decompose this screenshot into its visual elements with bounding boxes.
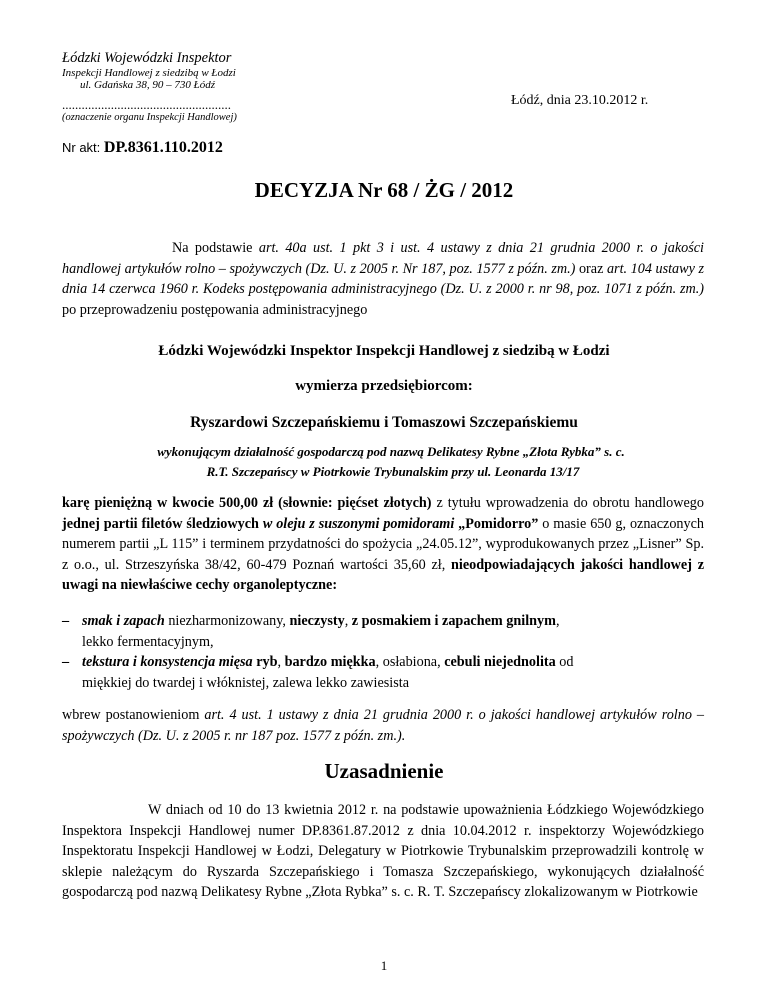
business-name-line1: wykonującym działalność gospodarczą pod nazwą Delikatesy Rybne „Złota Rybka” s. c. [157, 444, 625, 459]
defects-list [62, 611, 704, 693]
list-item-continuation: miękkiej do twardej i włóknistej, zalewa lekko zawiesista [82, 674, 409, 691]
decision-title: DECYZJA Nr 68 / ŻG / 2012 [254, 178, 514, 202]
document-date: Łódź, dnia 23.10.2012 r. [511, 93, 649, 108]
list-item: – tekstura i konsystencja mięsa ryb, bardzo miękka, osłabiona, cebuli niejednolita od [62, 654, 574, 670]
parties-line: Ryszardowi Szczepańskiemu i Tomaszowi Szczepańskiemu [190, 414, 578, 431]
case-number-label: Nr akt: [62, 140, 101, 155]
penalty-paragraph: karę pieniężną w kwocie 500,00 zł (słownie: pięćset złotych) z tytułu wprowadzenia do obrotu handlowego jednej partii filetów śledziowych w oleju z suszonymi pomidorami „Pomidorro” o masie 650 g, oznaczonych numerem partii „L 115” i terminem przydatności do spożycia „24.05.12”, wyprodukowanych przez „Lisner” Sp. z o.o., ul. Strzeszyńska 38/42, 60-479 Poznań wartości 35,60 zł, nieodpowiadających jakości handlowej z uwagi na niewłaściwe cechy organoleptyczne: [62, 495, 704, 593]
page-number: 1 [380, 958, 388, 973]
justification-heading: Uzasadnienie [324, 759, 444, 783]
issuer-dotted-line: .................................................... [62, 97, 231, 112]
imposes-line: wymierza przedsiębiorcom: [295, 378, 473, 394]
list-item: – smak i zapach niezharmonizowany, nieczysty, z posmakiem i zapachem gnilnym, [62, 613, 560, 629]
contrary-to-paragraph: wbrew postanowieniom art. 4 ust. 1 ustawy z dnia 21 grudnia 2000 r. o jakości handlowej artykułów rolno – spożywczych (Dz. U. z 2005 r. nr 187 poz. 1577 z późn. zm.). [62, 707, 704, 744]
case-number-value: DP.8361.110.2012 [103, 139, 223, 156]
issuer-address: ul. Gdańska 38, 90 – 730 Łódź [80, 79, 216, 91]
issuer-name: Łódzki Wojewódzki Inspektor [62, 50, 232, 66]
issuer-name-line2: Inspekcji Handlowej z siedzibą w Łodzi [62, 67, 236, 79]
case-number [62, 139, 223, 157]
authority-line: Łódzki Wojewódzki Inspektor Inspekcji Handlowej z siedzibą w Łodzi [158, 343, 610, 359]
legal-basis-paragraph: Na podstawie art. 40a ust. 1 pkt 3 i ust. 4 ustawy z dnia 21 grudnia 2000 r. o jakości handlowej artykułów rolno – spożywczych (Dz. U. z 2005 r. Nr 187, poz. 1577 z późn. zm.) oraz art. 104 ustawy z dnia 14 czerwca 1960 r. Kodeks postępowania administracyjnego (Dz. U. z 2000 r. nr 98, poz. 1071 z późn. zm.) po przeprowadzeniu postępowania administracyjnego [62, 240, 704, 318]
business-name-line2: R.T. Szczepańscy w Piotrkowie Trybunalskim przy ul. Leonarda 13/17 [206, 464, 580, 479]
list-item-continuation: lekko fermentacyjnym, [82, 633, 214, 650]
justification-paragraph: W dniach od 10 do 13 kwietnia 2012 r. na podstawie upoważnienia Łódzkiego Wojewódzkiego Inspektora Inspekcji Handlowej numer DP.8361.87.2012 z dnia 10.04.2012 r. inspektorzy Wojewódzkiego Inspektoratu Inspekcji Handlowej w Łodzi, Delegatury w Piotrkowie Trybunalskim przeprowadzili kontrolę w sklepie należącym do Ryszarda Szczepańskiego i Tomasza Szczepańskiego, wykonujących działalność gospodarczą pod nazwą Delikatesy Rybne „Złota Rybka” s. c. R. T. Szczepańscy zlokalizowanym w Piotrkowie [62, 802, 704, 900]
issuer-caption: (oznaczenie organu Inspekcji Handlowej) [62, 112, 237, 123]
